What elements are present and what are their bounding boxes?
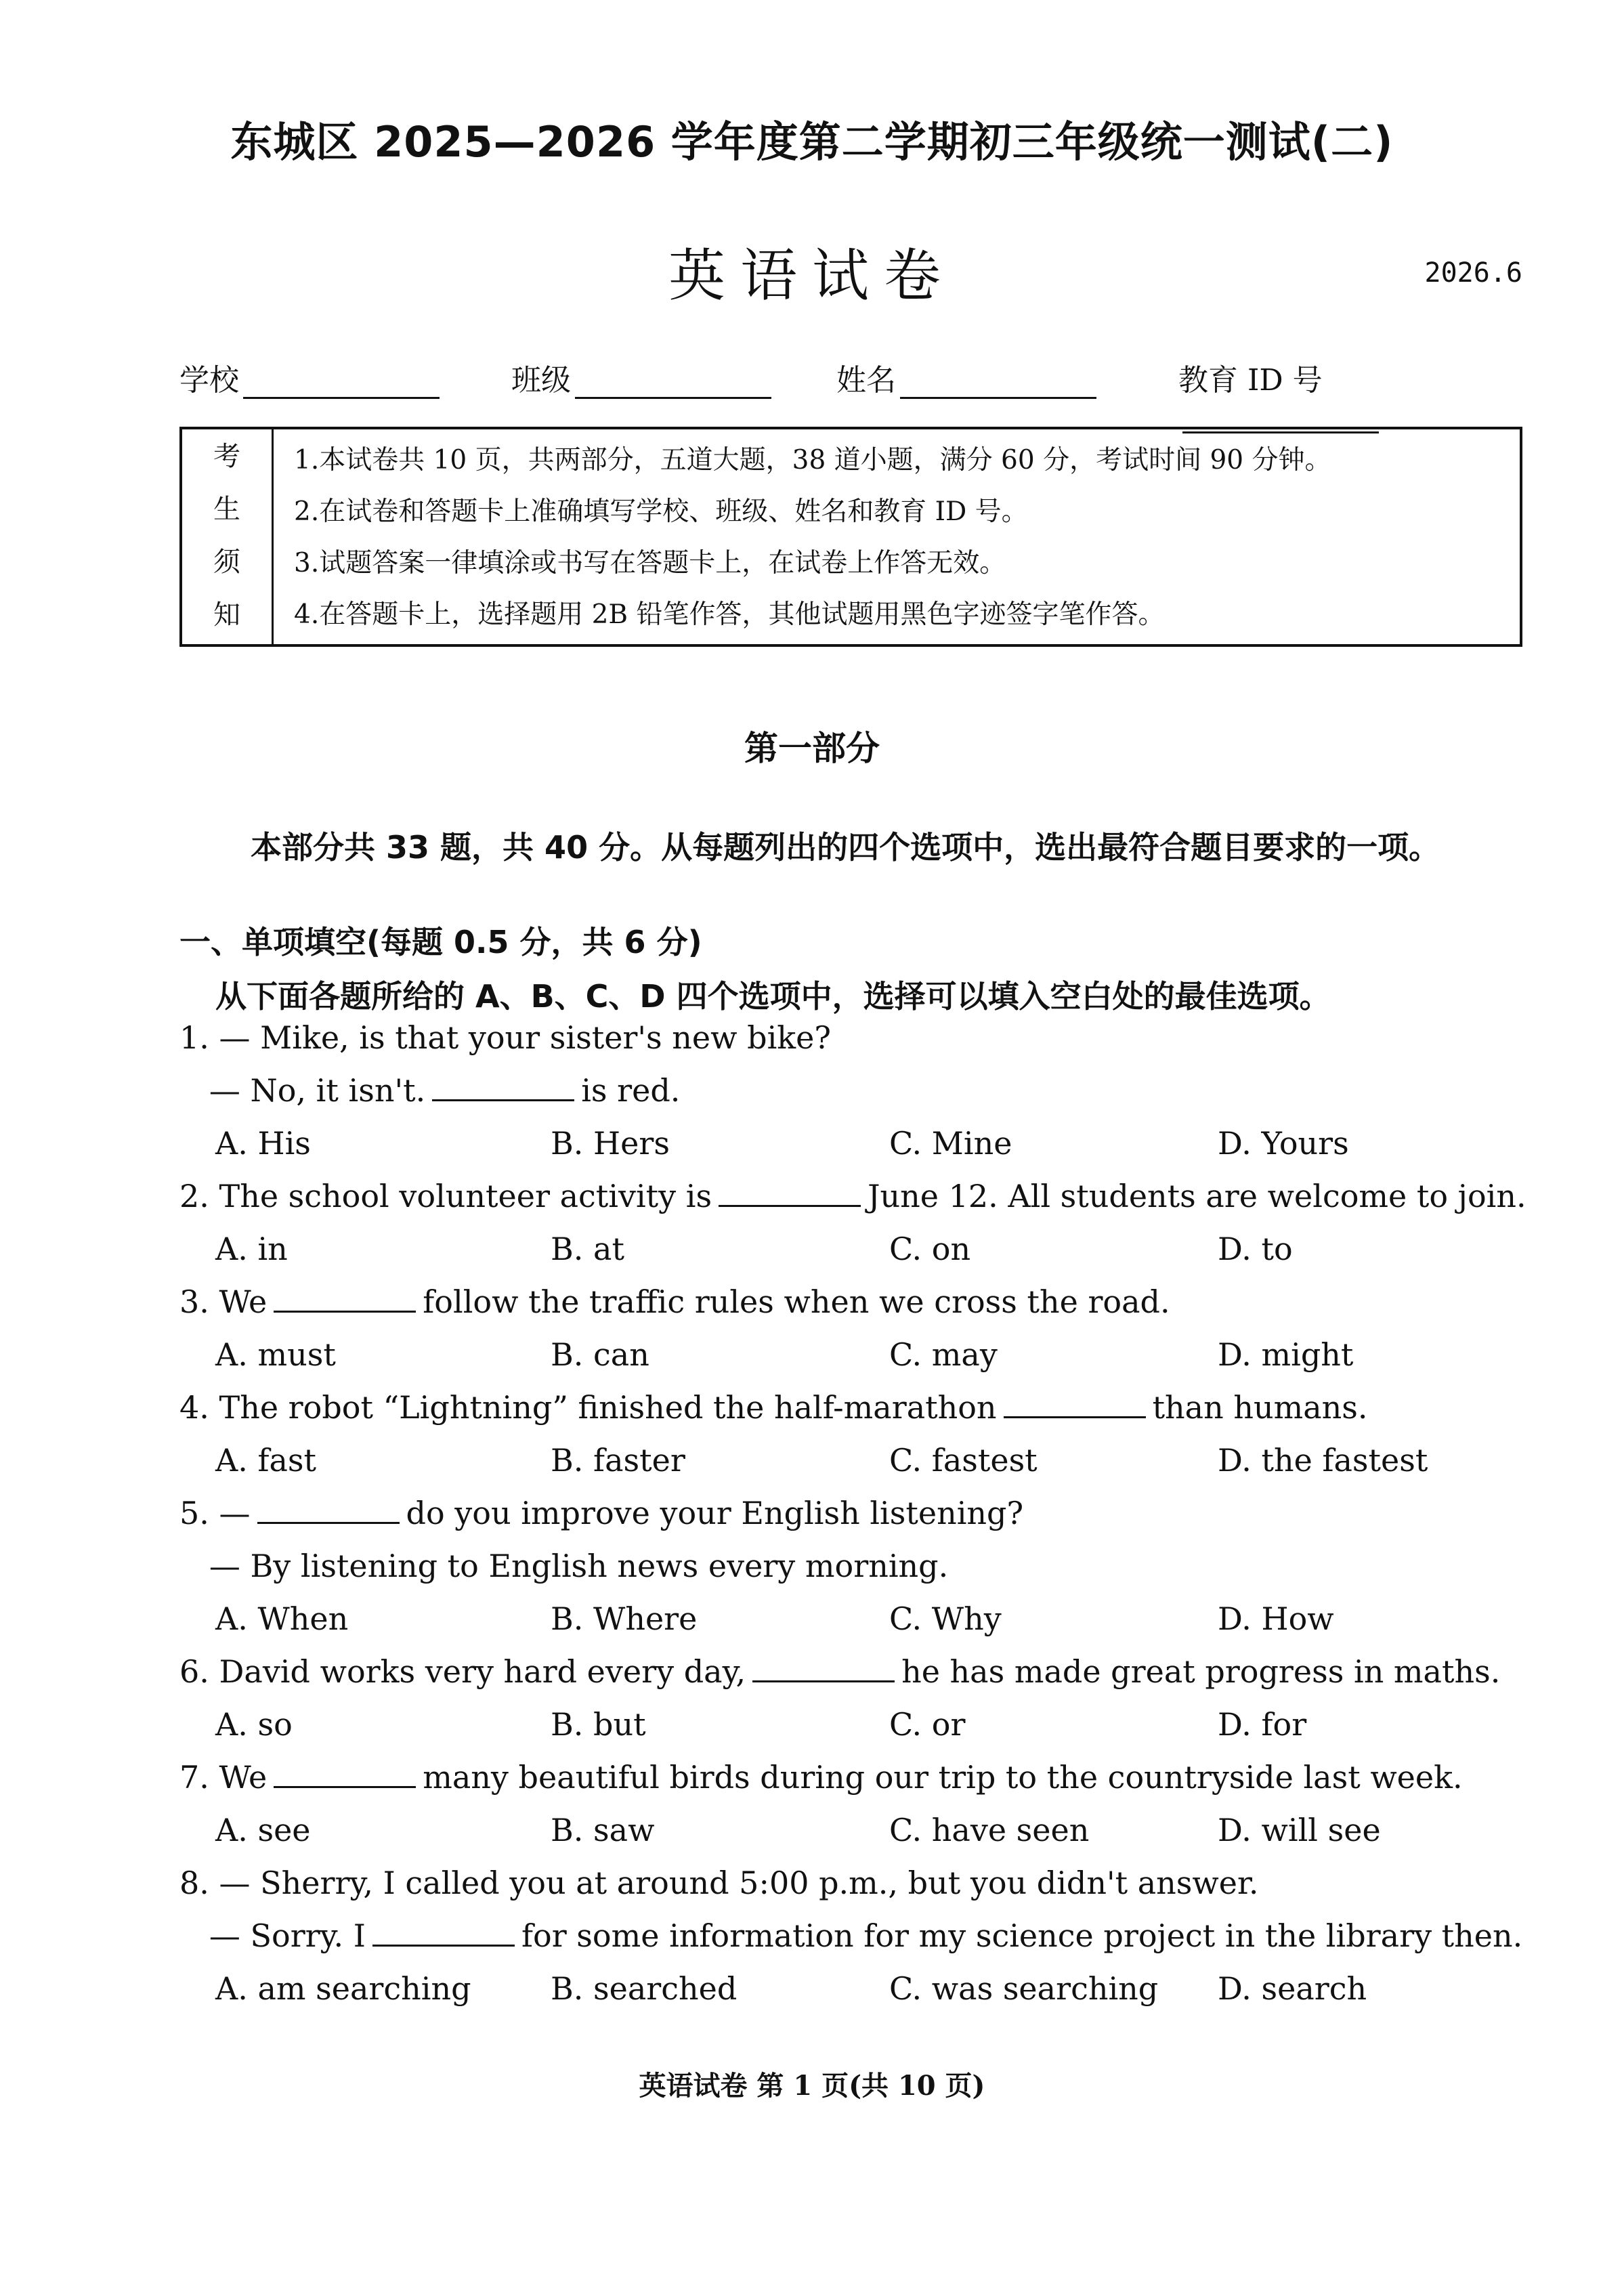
answer-option: A. When bbox=[215, 1600, 349, 1637]
question-line bbox=[179, 1548, 948, 1584]
answer-options bbox=[215, 1706, 1522, 1747]
answer-option: C. fastest bbox=[889, 1442, 1038, 1479]
notice-rules bbox=[294, 435, 1506, 641]
answer-options bbox=[215, 1231, 1522, 1271]
question-text: is red. bbox=[581, 1072, 681, 1109]
answer-option: B. at bbox=[551, 1231, 624, 1267]
question-text: for some information for my science project in the library then. bbox=[521, 1917, 1523, 1954]
answer-blank bbox=[372, 1917, 515, 1947]
name-field bbox=[836, 356, 1096, 399]
answer-option: B. saw bbox=[551, 1812, 655, 1848]
class-field bbox=[511, 356, 771, 399]
student-info-line bbox=[179, 356, 1522, 403]
answer-option: D. search bbox=[1218, 1970, 1367, 2007]
question-line bbox=[179, 1759, 1463, 1796]
answer-option: D. for bbox=[1218, 1706, 1307, 1743]
notice-rule: 4.在答题卡上，选择题用 2B 铅笔作答，其他试题用黑色字迹签字笔作答。 bbox=[294, 599, 1165, 630]
answer-blank bbox=[719, 1178, 861, 1207]
notice-rule: 1.本试卷共 10 页，共两部分，五道大题，38 道小题，满分 60 分，考试时间 90 分钟。 bbox=[294, 445, 1331, 475]
answer-option: A. see bbox=[215, 1812, 311, 1848]
question-line bbox=[179, 1653, 1500, 1690]
question-text: 8. — Sherry, I called you at around 5:00 p.m., but you didn't answer. bbox=[179, 1865, 1259, 1901]
exam-notice-box bbox=[179, 427, 1522, 647]
answer-option: C. have seen bbox=[889, 1812, 1090, 1848]
question-text: than humans. bbox=[1152, 1389, 1368, 1426]
exam-title: 东城区 2025—2026 学年度第二学期初三年级统一测试(二) bbox=[230, 117, 1394, 167]
school-label: 学校 bbox=[179, 363, 239, 398]
answer-option: A. fast bbox=[215, 1442, 317, 1479]
answer-option: B. can bbox=[551, 1336, 649, 1373]
notice-rule: 3.试题答案一律填涂或书写在答题卡上，在试卷上作答无效。 bbox=[294, 548, 1006, 578]
answer-blank bbox=[1004, 1389, 1146, 1418]
page-footer: 英语试卷 第 1 页(共 10 页) bbox=[639, 2070, 985, 2102]
question-line bbox=[179, 1865, 1259, 1901]
answer-options bbox=[215, 1125, 1522, 1166]
answer-option: C. may bbox=[889, 1336, 998, 1373]
question-line bbox=[179, 1495, 1023, 1531]
question-text: many beautiful birds during our trip to the countryside last week. bbox=[423, 1759, 1463, 1796]
question-text: 3. We bbox=[179, 1283, 268, 1320]
question-text: he has made great progress in maths. bbox=[901, 1653, 1501, 1690]
id-label: 教育 ID 号 bbox=[1178, 363, 1323, 398]
answer-options bbox=[215, 1442, 1522, 1483]
section-one-title: 一、单项填空(每题 0.5 分，共 6 分) bbox=[179, 924, 702, 960]
answer-options bbox=[215, 1970, 1522, 2011]
answer-option: B. faster bbox=[551, 1442, 685, 1479]
answer-option: D. might bbox=[1218, 1336, 1354, 1373]
answer-option: D. the fastest bbox=[1218, 1442, 1428, 1479]
answer-options bbox=[215, 1812, 1522, 1852]
answer-option: A. must bbox=[215, 1336, 336, 1373]
question-line bbox=[179, 1283, 1170, 1320]
question-text: — By listening to English news every morning. bbox=[179, 1548, 949, 1584]
question-text: do you improve your English listening? bbox=[406, 1495, 1024, 1531]
answer-option: B. searched bbox=[551, 1970, 738, 2007]
answer-blank bbox=[432, 1072, 574, 1101]
school-blank bbox=[243, 364, 440, 399]
exam-date: 2026.6 bbox=[1424, 257, 1522, 289]
id-field bbox=[1178, 356, 1522, 433]
answer-option: A. His bbox=[215, 1125, 311, 1162]
question-text: 5. — bbox=[179, 1495, 251, 1531]
answer-option: C. Mine bbox=[889, 1125, 1012, 1162]
class-blank bbox=[575, 364, 771, 399]
question-line bbox=[179, 1019, 831, 1056]
notice-side-label: 考 生 须 知 bbox=[182, 429, 274, 644]
question-text: — No, it isn't. bbox=[179, 1072, 426, 1109]
question-line bbox=[179, 1917, 1522, 1954]
question-line bbox=[179, 1389, 1368, 1426]
answer-option: B. but bbox=[551, 1706, 646, 1743]
question-text: 7. We bbox=[179, 1759, 268, 1796]
answer-option: D. to bbox=[1218, 1231, 1293, 1267]
answer-option: D. will see bbox=[1218, 1812, 1381, 1848]
answer-option: C. on bbox=[889, 1231, 971, 1267]
answer-option: A. in bbox=[215, 1231, 288, 1267]
question-text: follow the traffic rules when we cross the road. bbox=[423, 1283, 1170, 1320]
question-text: June 12. All students are welcome to join. bbox=[868, 1178, 1526, 1214]
answer-blank bbox=[257, 1495, 400, 1524]
question-text: 4. The robot “Lightning” finished the half-marathon bbox=[179, 1389, 997, 1426]
school-field bbox=[179, 356, 440, 399]
part-one-title: 第一部分 bbox=[744, 729, 880, 768]
question-line bbox=[179, 1178, 1526, 1214]
subject-title: 英语试卷 bbox=[668, 242, 956, 309]
section-one-instruction: 从下面各题所给的 A、B、C、D 四个选项中，选择可以填入空白处的最佳选项。 bbox=[215, 978, 1331, 1015]
question-text: 2. The school volunteer activity is bbox=[179, 1178, 712, 1214]
question-text: 1. — Mike, is that your sister's new bike? bbox=[179, 1019, 832, 1056]
notice-rule: 2.在试卷和答题卡上准确填写学校、班级、姓名和教育 ID 号。 bbox=[294, 496, 1028, 527]
question-text: — Sorry. I bbox=[179, 1917, 366, 1954]
answer-blank bbox=[274, 1283, 416, 1313]
answer-option: B. Where bbox=[551, 1600, 698, 1637]
question-text: 6. David works very hard every day, bbox=[179, 1653, 746, 1690]
answer-option: A. so bbox=[215, 1706, 293, 1743]
part-one-description: 本部分共 33 题，共 40 分。从每题列出的四个选项中，选出最符合题目要求的一项。 bbox=[251, 829, 1440, 866]
question-line bbox=[179, 1072, 680, 1109]
name-blank bbox=[900, 364, 1096, 399]
class-label: 班级 bbox=[511, 363, 571, 398]
answer-option: D. Yours bbox=[1218, 1125, 1349, 1162]
name-label: 姓名 bbox=[836, 363, 896, 398]
answer-options bbox=[215, 1336, 1522, 1377]
answer-option: D. How bbox=[1218, 1600, 1334, 1637]
answer-option: B. Hers bbox=[551, 1125, 670, 1162]
answer-options bbox=[215, 1600, 1522, 1641]
answer-option: C. or bbox=[889, 1706, 966, 1743]
answer-option: C. Why bbox=[889, 1600, 1002, 1637]
answer-option: A. am searching bbox=[215, 1970, 471, 2007]
answer-blank bbox=[274, 1759, 416, 1788]
answer-blank bbox=[752, 1653, 895, 1682]
answer-option: C. was searching bbox=[889, 1970, 1159, 2007]
